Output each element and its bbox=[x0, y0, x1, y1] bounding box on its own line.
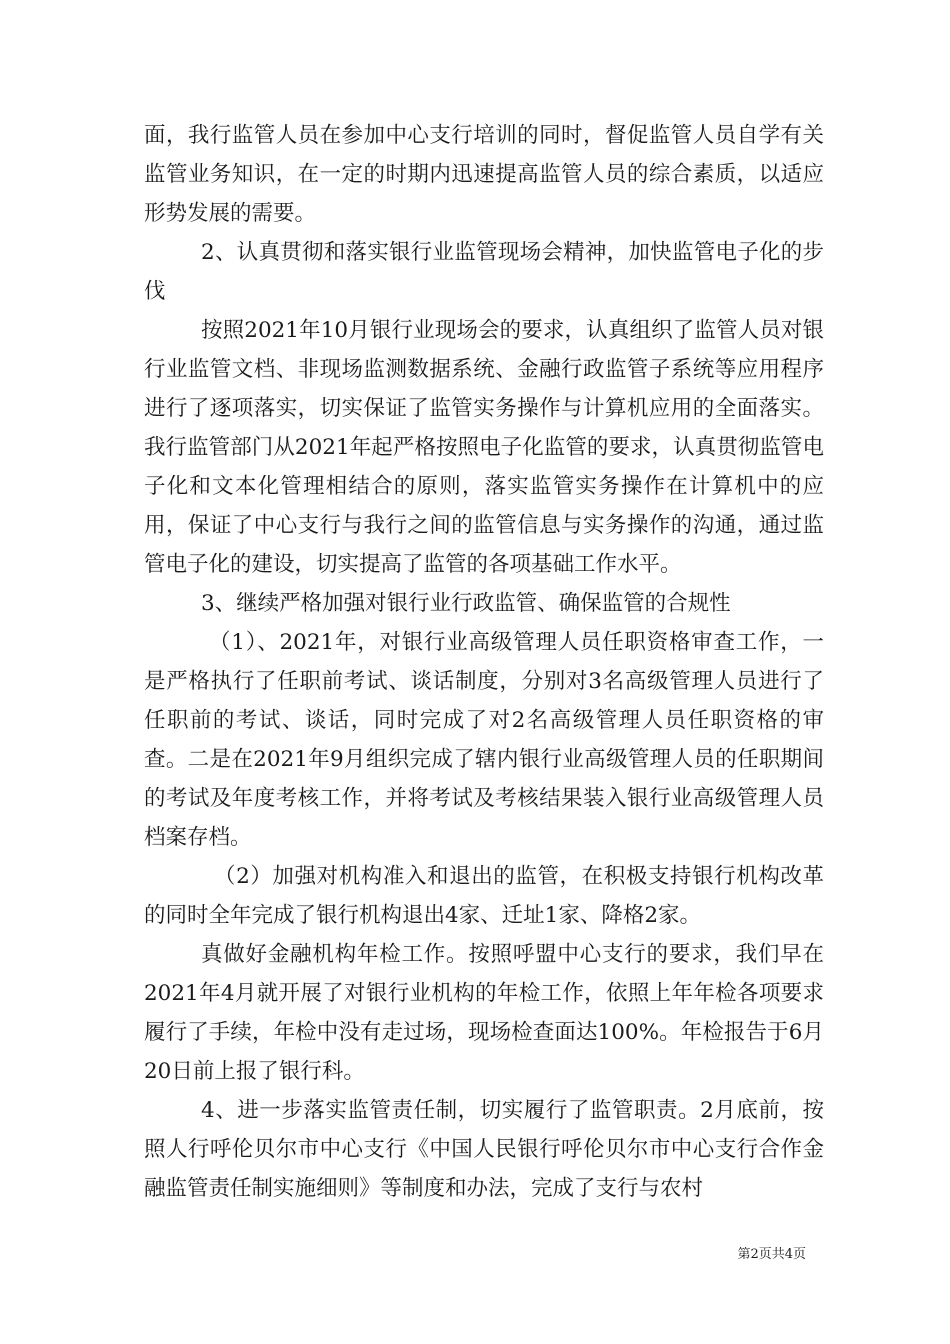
document-body bbox=[144, 116, 824, 1208]
paragraph-item-1: （1）、2021年，对银行业高级管理人员任职资格审查工作，一是严格执行了任职前考试、谈话制度，分别对3名高级管理人员进行了任职前的考试、谈话，同时完成了对2名高级管理人员任职资格的审查。二是在2021年9月组织完成了辖内银行业高级管理人员的任职期间的考试及年度考核工作，并将考试及考核结果装入银行业高级管理人员档案存档。 bbox=[144, 630, 824, 850]
paragraph-item-2: （2）加强对机构准入和退出的监管，在积极支持银行机构改革的同时全年完成了银行机构退出4家、迁址1家、降格2家。 bbox=[144, 864, 824, 928]
section-heading-3: 3、继续严格加强对银行业行政监管、确保监管的合规性 bbox=[201, 591, 731, 616]
page-number-footer: 第2页共4页 bbox=[737, 1247, 806, 1262]
paragraph-electronic-supervision: 按照2021年10月银行业现场会的要求，认真组织了监管人员对银行业监管文档、非现场监测数据系统、金融行政监管子系统等应用程序进行了逐项落实，切实保证了监管实务操作与计算机应用的全面落实。我行监管部门从2021年起严格按照电子化监管的要求，认真贯彻监管电子化和文本化管理相结合的原则，落实监管实务操作在计算机中的应用，保证了中心支行与我行之间的监管信息与实务操作的沟通，通过监管电子化的建设，切实提高了监管的各项基础工作水平。 bbox=[144, 318, 824, 577]
paragraph-continuation: 面，我行监管人员在参加中心支行培训的同时，督促监管人员自学有关监管业务知识，在一定的时期内迅速提高监管人员的综合素质，以适应形势发展的需要。 bbox=[144, 123, 824, 226]
section-heading-4: 4、进一步落实监管责任制，切实履行了监管职责。2月底前，按照人行呼伦贝尔市中心支行《中国人民银行呼伦贝尔市中心支行合作金融监管责任制实施细则》等制度和办法，完成了支行与农村 bbox=[144, 1098, 824, 1201]
section-heading-2: 2、认真贯彻和落实银行业监管现场会精神，加快监管电子化的步伐 bbox=[144, 240, 824, 304]
paragraph-annual-inspection: 真做好金融机构年检工作。按照呼盟中心支行的要求，我们早在2021年4月就开展了对银行业机构的年检工作，依照上年年检各项要求履行了手续，年检中没有走过场，现场检查面达100%。年检报告于6月20日前上报了银行科。 bbox=[144, 942, 824, 1084]
